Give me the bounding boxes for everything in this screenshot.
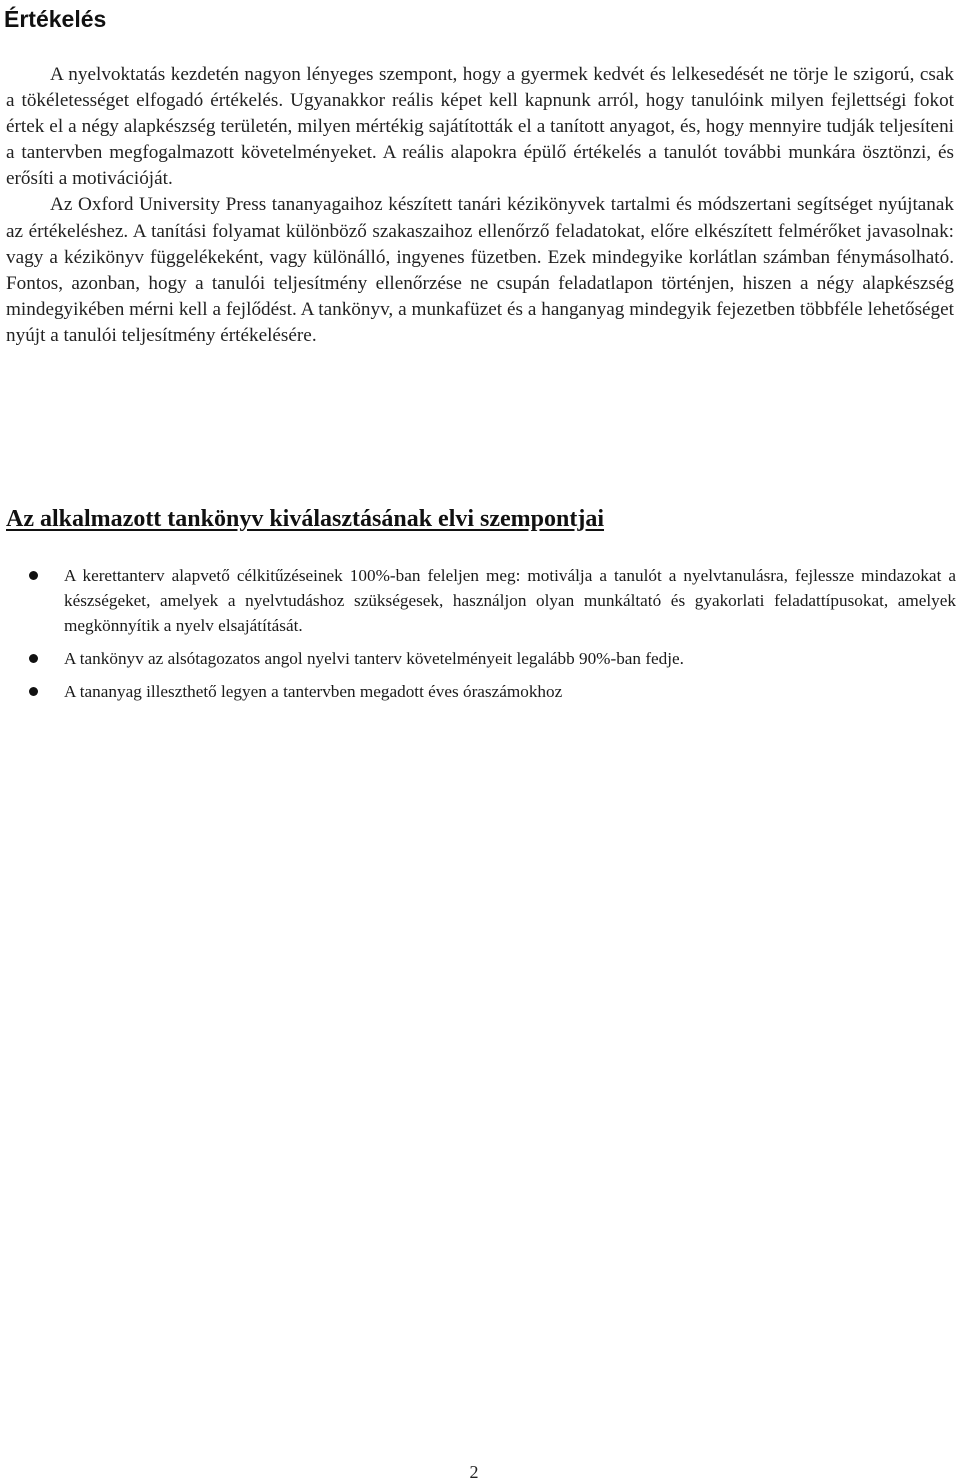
- criteria-list: [0, 563, 956, 712]
- section-heading: Értékelés: [4, 6, 107, 32]
- paragraph: A nyelvoktatás kezdetén nagyon lényeges szempont, hogy a gyermek kedvét és lelkesedését ne törje le szigorú, csak a tökéletességet elfogadó értékelés. Ugyanakkor reális képet kell kapnunk arról, hogy tanulóink milyen fejlettségi fokot értek el a négy alapkészség területén, milyen mértékig sajátították el a tanított anyagot, és, hogy mennyire tudják teljesíteni a tantervben megfogalmazott követelményeket. A reális alapokra épülő értékelés a tanulót további munkára ösztönzi, és erősíti a motivációját.: [6, 64, 954, 190]
- list-item-text: A tankönyv az alsótagozatos angol nyelvi tanterv követelményeit legalább 90%-ban fedje.: [64, 649, 684, 668]
- bullet-icon: [29, 654, 38, 663]
- list-item-text: A kerettanterv alapvető célkitűzéseinek 100%-ban feleljen meg: motiválja a tanulót a nyelvtanulásra, fejlessze mindazokat a készségeket, amelyek a nyelvtudáshoz szükségesek, használjon olyan munkáltató és gyakorlati feladattípusokat, amelyek megkönnyítik a nyelv elsajátítását.: [64, 566, 956, 635]
- list-item: [0, 563, 956, 638]
- bullet-icon: [29, 687, 38, 696]
- list-item-text: A tananyag illeszthető legyen a tantervben megadott éves óraszámokhoz: [64, 682, 563, 701]
- evaluation-text: [6, 62, 954, 349]
- page-number: 2: [469, 1462, 479, 1482]
- list-item: [0, 679, 956, 704]
- paragraph: Az Oxford University Press tananyagaihoz készített tanári kézikönyvek tartalmi és módszertani segítséget nyújtanak az értékeléshez. A tanítási folyamat különböző szakaszaihoz ellenőrző feladatokat, előre elkészített felmérőket javasolnak: vagy a kézikönyv függelékeként, vagy különálló, ingyenes füzetben. Ezek mindegyike korlátlan számban fénymásolható. Fontos, azonban, hogy a tanulói teljesítmény ellenőrzése ne csupán feladatlapon történjen, hiszen a négy alapkészség mindegyikében mérni kell a fejlődést. A tankönyv, a munkafüzet és a hanganyag mindegyik fejezetben többféle lehetőséget nyújt a tanulói teljesítmény értékelésére.: [6, 194, 954, 346]
- list-item: [0, 646, 956, 671]
- criteria-heading: Az alkalmazott tankönyv kiválasztásának elvi szempontjai: [6, 506, 605, 532]
- bullet-icon: [29, 571, 38, 580]
